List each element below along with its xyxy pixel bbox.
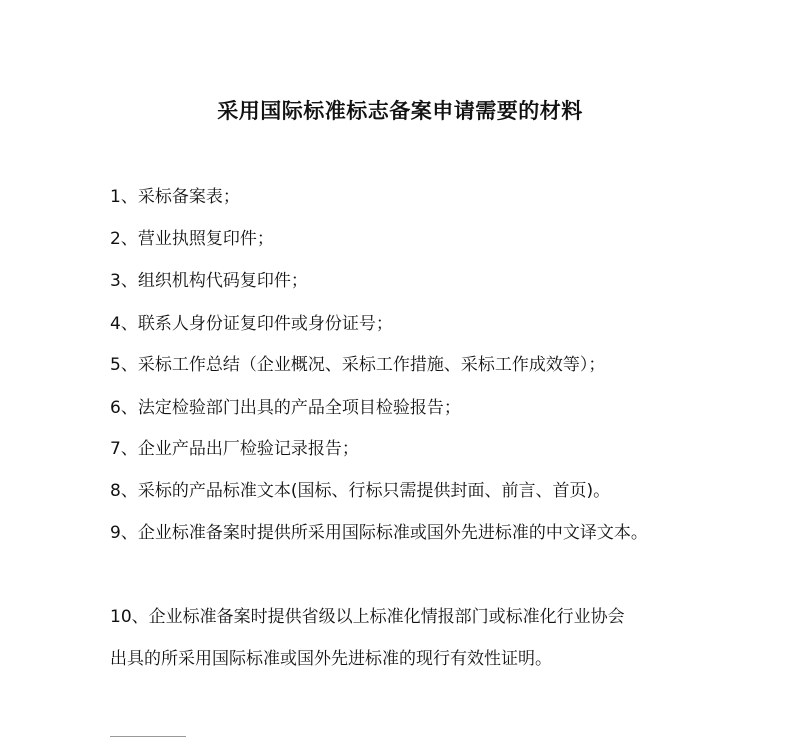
list-item: 5、采标工作总结（企业概况、采标工作措施、采标工作成效等）； [110,355,606,375]
document-title: 采用国际标准标志备案申请需要的材料 [217,99,583,123]
list-item: 7、企业产品出厂检验记录报告； [110,439,359,459]
list-item: 9、企业标准备案时提供所采用国际标准或国外先进标准的中文译文本。 [110,523,648,543]
list-item: 4、联系人身份证复印件或身份证号； [110,314,393,334]
footnote-divider [110,736,186,737]
list-item-10-line-2: 出具的所采用国际标准或国外先进标准的现行有效性证明。 [110,649,552,669]
list-item: 3、组织机构代码复印件； [110,271,308,291]
list-item: 2、营业执照复印件； [110,229,274,249]
list-item: 8、采标的产品标准文本(国标、行标只需提供封面、前言、首页)。 [110,481,611,501]
list-item: 6、法定检验部门出具的产品全项目检验报告； [110,398,461,418]
list-item: 1、采标备案表； [110,187,240,207]
list-item-10-line-1: 10、企业标准备案时提供省级以上标准化情报部门或标准化行业协会 [110,607,625,627]
